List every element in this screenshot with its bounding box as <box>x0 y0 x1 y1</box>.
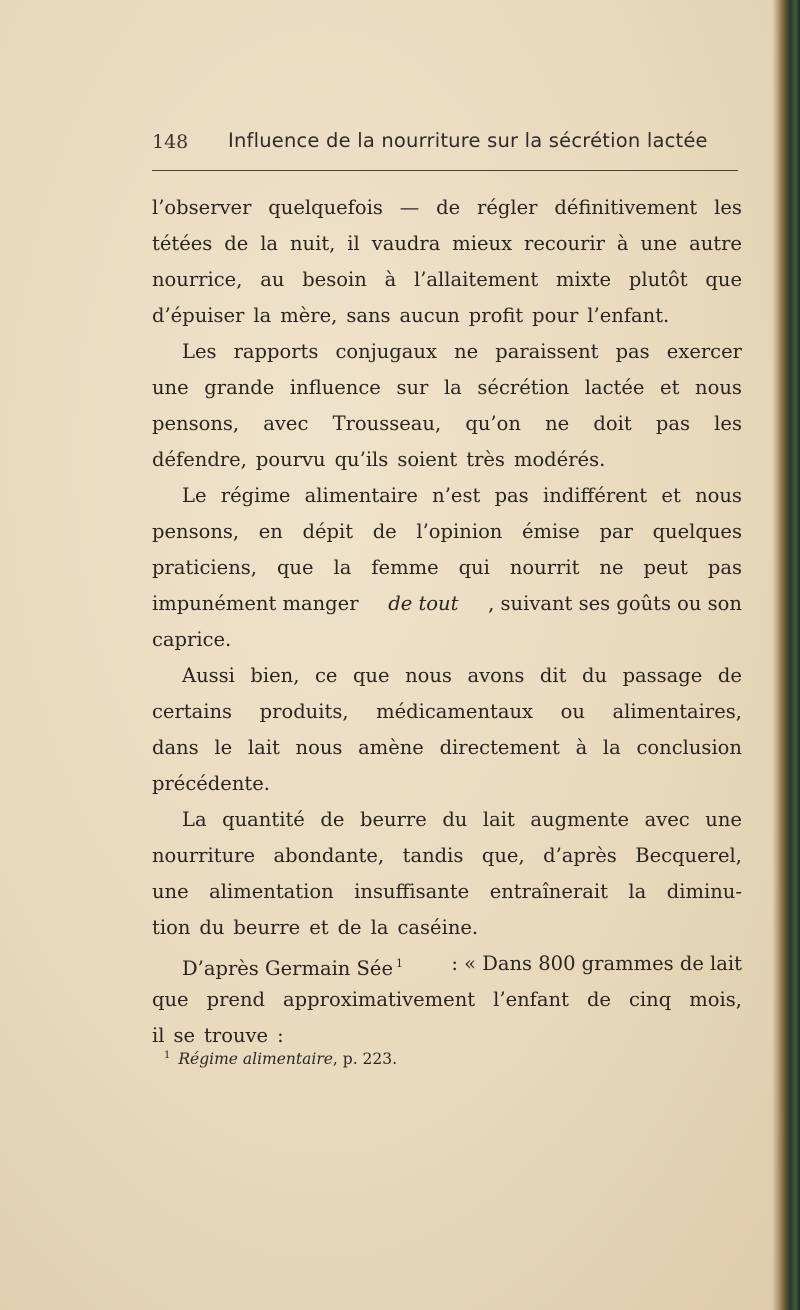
word: Le <box>182 484 207 507</box>
word: alimentation <box>209 880 334 903</box>
word: l’enfant <box>493 988 569 1011</box>
text-line <box>152 226 742 262</box>
word: bien, <box>250 664 300 687</box>
text-line <box>152 622 742 658</box>
word: cinq <box>629 988 672 1011</box>
word: indifférent <box>542 484 648 507</box>
word: tandis <box>402 844 464 867</box>
word: directement <box>439 736 560 759</box>
word: dit <box>539 664 567 687</box>
word: sécrétion <box>477 376 570 399</box>
word: que <box>352 664 390 687</box>
word: augmente <box>530 808 630 831</box>
word: influence <box>289 376 381 399</box>
body-text <box>152 190 742 1054</box>
word: nous <box>405 664 452 687</box>
word: prend <box>206 988 266 1011</box>
text-line <box>152 442 742 478</box>
word: nous <box>295 736 343 759</box>
word: n’est <box>432 484 481 507</box>
word: Aussi <box>182 664 235 687</box>
text-fragment: : « Dans 800 grammes de lait <box>451 952 742 975</box>
word: par <box>599 520 633 543</box>
word: beurre <box>233 916 301 939</box>
word: la <box>253 304 272 327</box>
word: la <box>628 880 647 903</box>
book-spine-edge <box>778 0 800 1310</box>
word: grande <box>204 376 275 399</box>
word: et <box>660 376 680 399</box>
text-line <box>152 766 742 802</box>
word: produits, <box>259 700 349 723</box>
word: aucun <box>399 304 460 327</box>
text-line <box>152 838 742 874</box>
word: dépit <box>302 520 354 543</box>
word: nous <box>695 376 742 399</box>
word: alimentaire <box>304 484 418 507</box>
word: certains <box>152 700 233 723</box>
word: que <box>276 556 314 579</box>
word: lait <box>482 808 515 831</box>
text-line <box>152 298 742 334</box>
word: diminu- <box>666 880 742 903</box>
word: femme <box>371 556 439 579</box>
word: et <box>661 484 681 507</box>
word: une <box>640 232 678 255</box>
word: caprice. <box>152 628 232 651</box>
word: une <box>705 808 742 831</box>
word: praticiens, <box>152 556 257 579</box>
header-rule <box>152 170 738 171</box>
word: rapports <box>233 340 319 363</box>
word: en <box>258 520 283 543</box>
word: défendre, <box>152 448 247 471</box>
word: soient <box>397 448 458 471</box>
footnote-marker: 1 <box>164 1050 171 1061</box>
word: le <box>214 736 233 759</box>
text-line <box>152 730 742 766</box>
word: de <box>320 808 345 831</box>
word: vaudra <box>371 232 441 255</box>
word: beurre <box>359 808 427 831</box>
word: nous <box>695 484 742 507</box>
word: conclusion <box>636 736 742 759</box>
word: qu’on <box>465 412 521 435</box>
word: quelques <box>652 520 742 543</box>
word: mère, <box>280 304 338 327</box>
word: pensons, <box>152 412 240 435</box>
running-header <box>152 127 742 163</box>
word: la <box>602 736 621 759</box>
word: autre <box>689 232 742 255</box>
word: pour <box>532 304 579 327</box>
word: pas <box>655 412 690 435</box>
text-line-mixed <box>152 946 742 982</box>
word: exercer <box>666 340 742 363</box>
word: que <box>152 988 189 1011</box>
word: qui <box>458 556 490 579</box>
italic-phrase: de tout <box>388 592 459 615</box>
word: avec <box>263 412 309 435</box>
word: nourriture <box>152 844 255 867</box>
word: de <box>436 196 461 219</box>
word: quelquefois <box>268 196 383 219</box>
text-line <box>152 514 742 550</box>
word: les <box>714 412 742 435</box>
word: modérés. <box>513 448 606 471</box>
word: ou <box>560 700 585 723</box>
word: avec <box>644 808 690 831</box>
text-line <box>152 334 742 370</box>
word: La <box>182 808 207 831</box>
word: régler <box>477 196 538 219</box>
text-line <box>152 694 742 730</box>
word: besoin <box>302 268 367 291</box>
word: pourvu <box>255 448 326 471</box>
word: nuit, <box>289 232 336 255</box>
text-fragment: , suivant ses goûts ou son <box>488 592 742 615</box>
word: Trousseau, <box>332 412 442 435</box>
text-line <box>152 262 742 298</box>
word: de <box>337 916 362 939</box>
page-number: 148 <box>152 131 189 153</box>
word: Becquerel, <box>635 844 742 867</box>
text-line <box>152 406 742 442</box>
word: la <box>333 556 352 579</box>
word: la <box>370 916 389 939</box>
word: l’opinion <box>416 520 503 543</box>
word: pas <box>494 484 529 507</box>
word: conjugaux <box>335 340 437 363</box>
word: nourrice, <box>152 268 243 291</box>
text-line <box>152 550 742 586</box>
text-line <box>152 910 742 946</box>
footnote-citation: , p. 223. <box>332 1050 398 1068</box>
word: lactée <box>584 376 645 399</box>
word: recourir <box>524 232 605 255</box>
word: l’enfant. <box>587 304 670 327</box>
word: très <box>466 448 505 471</box>
word: trouve <box>204 1024 269 1047</box>
word: du <box>442 808 468 831</box>
word: insuffisante <box>354 880 470 903</box>
word: médicamentaux <box>376 700 534 723</box>
word: il <box>347 232 360 255</box>
word: pensons, <box>152 520 240 543</box>
word: entraînerait <box>489 880 608 903</box>
word: à <box>384 268 397 291</box>
word: sans <box>346 304 391 327</box>
word: lait <box>247 736 280 759</box>
word: que <box>705 268 742 291</box>
word: peut <box>643 556 688 579</box>
word: une <box>152 376 189 399</box>
word: et <box>309 916 329 939</box>
word: du <box>199 916 225 939</box>
word: quantité <box>222 808 305 831</box>
word: mois, <box>689 988 742 1011</box>
text-line <box>152 658 742 694</box>
word: il <box>152 1024 165 1047</box>
text-fragment: impunément manger <box>152 592 359 615</box>
word: avons <box>467 664 525 687</box>
word: d’après <box>543 844 617 867</box>
text-line <box>152 1018 742 1054</box>
word: de <box>586 988 611 1011</box>
word: les <box>714 196 742 219</box>
word: amène <box>358 736 424 759</box>
word: d’épuiser <box>152 304 245 327</box>
word: la <box>443 376 462 399</box>
word: nourrit <box>509 556 580 579</box>
word: pas <box>707 556 742 579</box>
word: ne <box>454 340 479 363</box>
word: tion <box>152 916 191 939</box>
word: à <box>575 736 588 759</box>
word: que, <box>481 844 525 867</box>
text-line <box>152 982 742 1018</box>
text-line <box>152 802 742 838</box>
text-line <box>152 478 742 514</box>
word: sur <box>396 376 429 399</box>
word: doit <box>593 412 632 435</box>
word: ne <box>545 412 570 435</box>
text-line <box>152 874 742 910</box>
word: ce <box>314 664 338 687</box>
word: dans <box>152 736 199 759</box>
word: précédente. <box>152 772 270 795</box>
word: au <box>260 268 285 291</box>
word: se <box>173 1024 196 1047</box>
word: Les <box>182 340 217 363</box>
word: ne <box>599 556 624 579</box>
word: passage <box>622 664 703 687</box>
word: alimentaires, <box>612 700 742 723</box>
word: à <box>616 232 629 255</box>
footnote-reference: 1 <box>396 957 403 970</box>
word: plutôt <box>628 268 688 291</box>
word: régime <box>220 484 291 507</box>
footnote <box>164 1050 724 1068</box>
text-line-mixed <box>152 586 742 622</box>
word: mixte <box>556 268 612 291</box>
running-title: Influence de la nourriture sur la sécrétion lactée <box>228 129 708 152</box>
word: de <box>372 520 397 543</box>
word: pas <box>615 340 650 363</box>
word: l’observer <box>152 196 252 219</box>
word: — <box>399 196 420 219</box>
word: définitivement <box>554 196 698 219</box>
word: caséine. <box>397 916 479 939</box>
word: émise <box>522 520 580 543</box>
word: de <box>224 232 249 255</box>
text-line <box>152 190 742 226</box>
word: : <box>277 1024 284 1047</box>
word: profit <box>468 304 524 327</box>
text-fragment: D’après Germain Sée $^1$ <box>182 957 403 980</box>
word: de <box>717 664 742 687</box>
word: la <box>260 232 279 255</box>
text-line <box>152 370 742 406</box>
word: qu’ils <box>334 448 389 471</box>
word: une <box>152 880 189 903</box>
footnote-title: Régime alimentaire <box>178 1050 333 1068</box>
word: du <box>582 664 608 687</box>
word: abondante, <box>273 844 385 867</box>
word: tétées <box>152 232 213 255</box>
word: paraissent <box>495 340 599 363</box>
word: approximativement <box>283 988 476 1011</box>
word: l’allaitement <box>414 268 539 291</box>
word: mieux <box>452 232 513 255</box>
